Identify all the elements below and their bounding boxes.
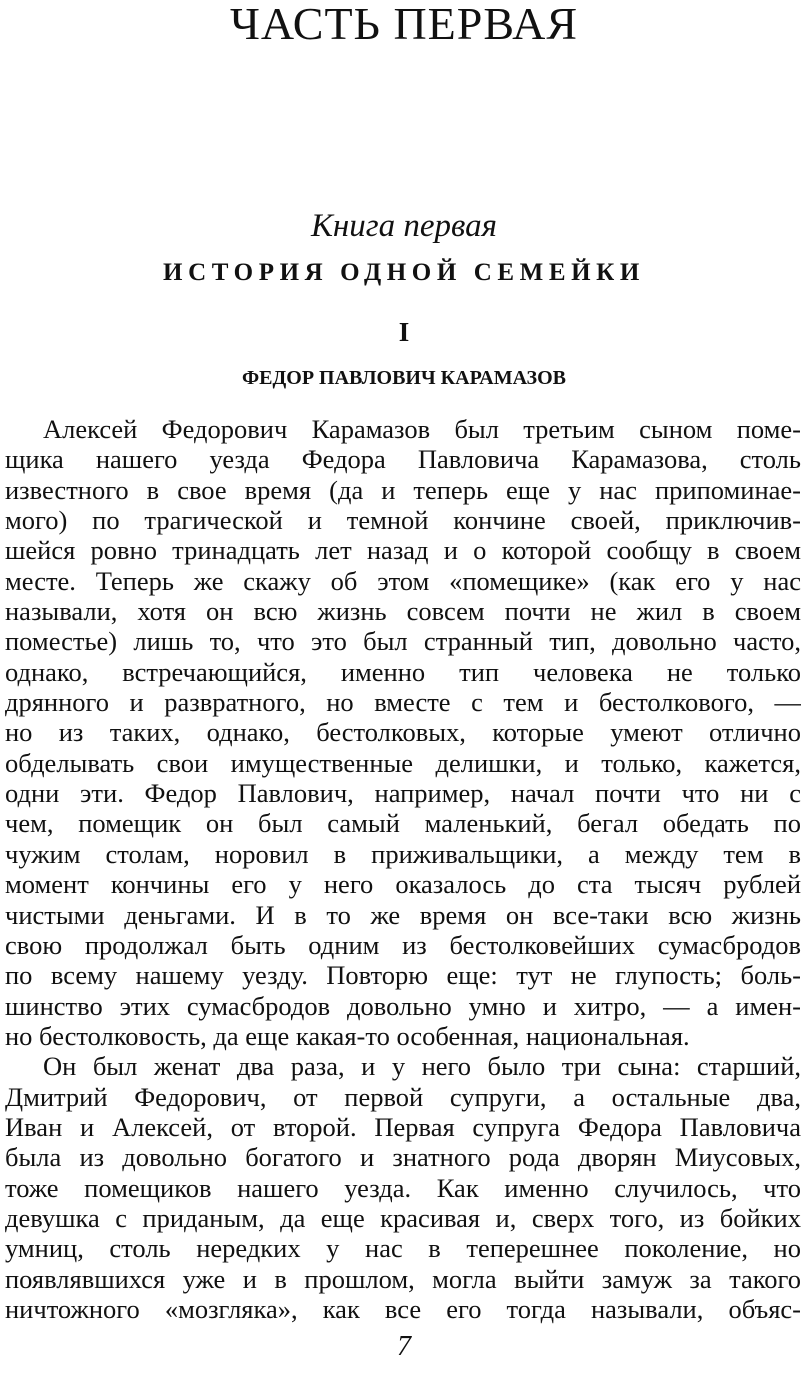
text-line: появлявшихся уже и в прошлом, могла выйти замуж за такого bbox=[5, 1263, 801, 1294]
text-line: называли, хотя он всю жизнь совсем почти не жил в своем bbox=[5, 596, 801, 627]
part-title: ЧАСТЬ ПЕРВАЯ bbox=[229, 0, 579, 49]
text-line: девушка с приданым, да еще красивая и, сверх того, из бойких bbox=[5, 1202, 801, 1233]
text-line: известного в свое время (да и теперь еще у нас припоминае- bbox=[5, 474, 801, 505]
text-line: одни эти. Федор Павлович, например, начал почти что ни с bbox=[5, 778, 801, 809]
text-line: Иван и Алексей, от второй. Первая супруга Федора Павловича bbox=[5, 1111, 801, 1142]
chapter-title: ФЕДОР ПАВЛОВИЧ КАРАМАЗОВ bbox=[242, 367, 566, 389]
text-line: но бестолковость, да еще какая-то особенная, национальная. bbox=[5, 1020, 690, 1051]
text-line: Дмитрий Федорович, от первой супруги, а остальные два, bbox=[5, 1081, 801, 1112]
text-line: свою продолжал быть одним из бестолковейших сумасбродов bbox=[5, 929, 801, 960]
body-text bbox=[5, 414, 801, 1324]
text-line: мого) по трагической и темной кончине своей, приключив- bbox=[5, 505, 801, 536]
book-subtitle: ИСТОРИЯ ОДНОЙ СЕМЕЙКИ bbox=[163, 259, 645, 286]
text-line: но из таких, однако, бестолковых, которые умеют отлично bbox=[5, 717, 801, 748]
text-line: однако, встречающийся, именно тип человека не только bbox=[5, 656, 801, 687]
book-title: Книга первая bbox=[311, 208, 497, 244]
text-line: щика нашего уезда Федора Павловича Карамазова, столь bbox=[5, 444, 801, 475]
text-line: по всему нашему уезду. Повторю еще: тут не глупость; боль- bbox=[5, 960, 801, 991]
page-number: 7 bbox=[397, 1331, 411, 1362]
text-line: обделывать свои имущественные делишки, и только, кажется, bbox=[5, 747, 801, 778]
text-line: месте. Теперь же скажу об этом «помещике» (как его у нас bbox=[5, 565, 801, 596]
text-line: тоже помещиков нашего уезда. Как именно случилось, что bbox=[5, 1172, 801, 1203]
text-line: шейся ровно тринадцать лет назад и о которой сообщу в своем bbox=[5, 535, 801, 566]
text-line: была из довольно богатого и знатного рода дворян Миусовых, bbox=[5, 1142, 801, 1173]
text-line: шинство этих сумасбродов довольно умно и хитро, — а имен- bbox=[5, 990, 801, 1021]
text-line: чужим столам, норовил в приживальщики, а между тем в bbox=[5, 838, 801, 869]
text-line: чистыми деньгами. И в то же время он все-таки всю жизнь bbox=[5, 899, 801, 930]
text-line: Алексей Федорович Карамазов был третьим сыном поме- bbox=[43, 414, 801, 444]
text-line: Он был женат два раза, и у него было три сына: старший, bbox=[43, 1051, 801, 1082]
text-line: ничтожного «мозгляка», как все его тогда называли, объяс- bbox=[5, 1293, 801, 1324]
text-line: поместье) лишь то, что это был странный тип, довольно часто, bbox=[5, 626, 801, 657]
chapter-number: I bbox=[398, 317, 410, 347]
text-line: момент кончины его у него оказалось до ста тысяч рублей bbox=[5, 869, 801, 900]
text-line: дрянного и развратного, но вместе с тем и бестолкового, — bbox=[5, 687, 801, 718]
text-line: чем, помещик он был самый маленький, бегал обедать по bbox=[5, 808, 801, 839]
text-line: умниц, столь нередких у нас в теперешнее поколение, но bbox=[5, 1233, 801, 1264]
